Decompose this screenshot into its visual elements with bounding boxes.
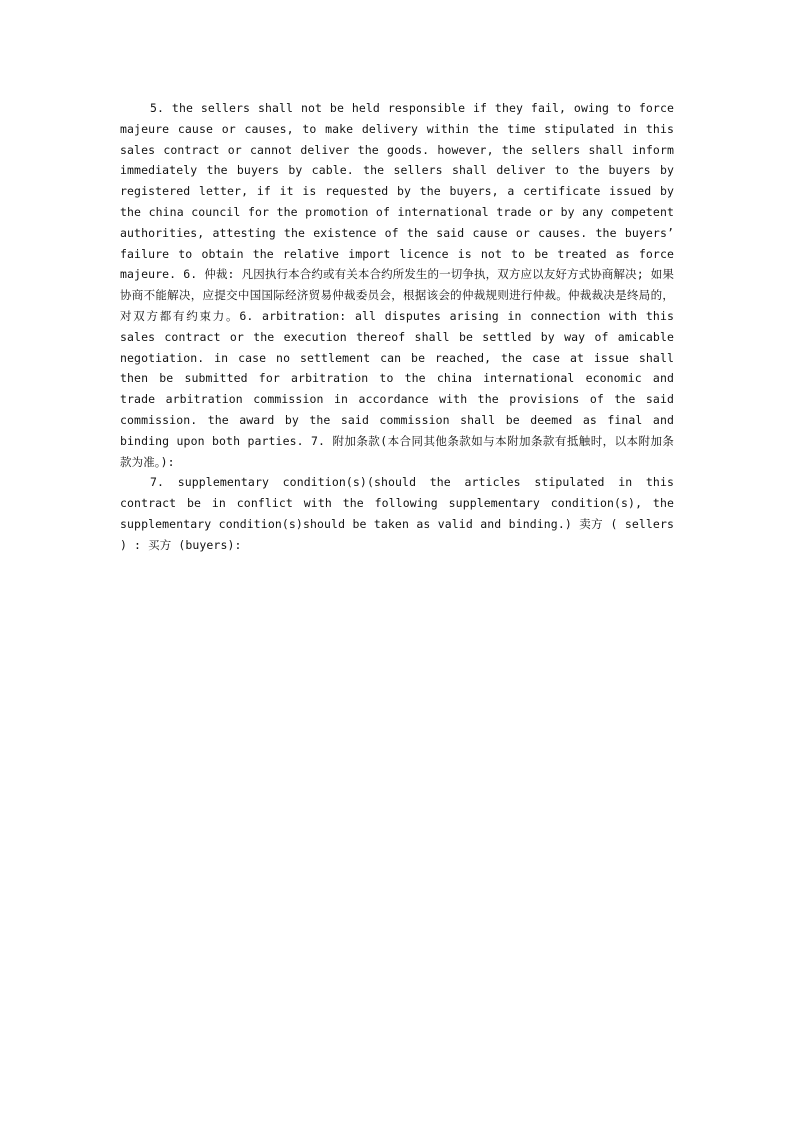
paragraph-supplementary-conditions: 7. supplementary condition(s)(should the articles stipulated in this contract be in conflict with the following supplementary condition(s), the supplementary condition(s)should be taken as valid and binding.) 卖方 ( sellers ) : 买方 (buyers):	[120, 475, 674, 552]
contract-body	[120, 98, 674, 556]
paragraph-force-majeure-arbitration: 5. the sellers shall not be held responsible if they fail, owing to force majeure cause or causes, to make delivery within the time stipulated in this sales contract or cannot deliver the goods. however, the sellers shall inform immediately the buyers by cable. the sellers shall deliver to the buyers by registered letter, if it is requested by the buyers, a certificate issued by the china council for the promotion of international trade or by any competent authorities, attesting the existence of the said cause or causes. the buyers’ failure to obtain the relative import licence is not to be treated as force majeure. 6. 仲裁: 凡因执行本合约或有关本合约所发生的一切争执，双方应以友好方式协商解决; 如果协商不能解决，应提交中国国际经济贸易仲裁委员会，根据该会的仲裁规则进行仲裁。仲裁裁决是终局的，对双方都有约束力。6. arbitration: all disputes arising in connection with this sales contract or the execution thereof shall be settled by way of amicable negotiation. in case no settlement can be reached, the case at issue shall then be submitted for arbitration to the china international economic and trade arbitration commission in accordance with the provisions of the said commission. the award by the said commission shall be deemed as final and binding upon both parties. 7. 附加条款(本合同其他条款如与本附加条款有抵触时，以本附加条款为准。):	[120, 101, 674, 469]
